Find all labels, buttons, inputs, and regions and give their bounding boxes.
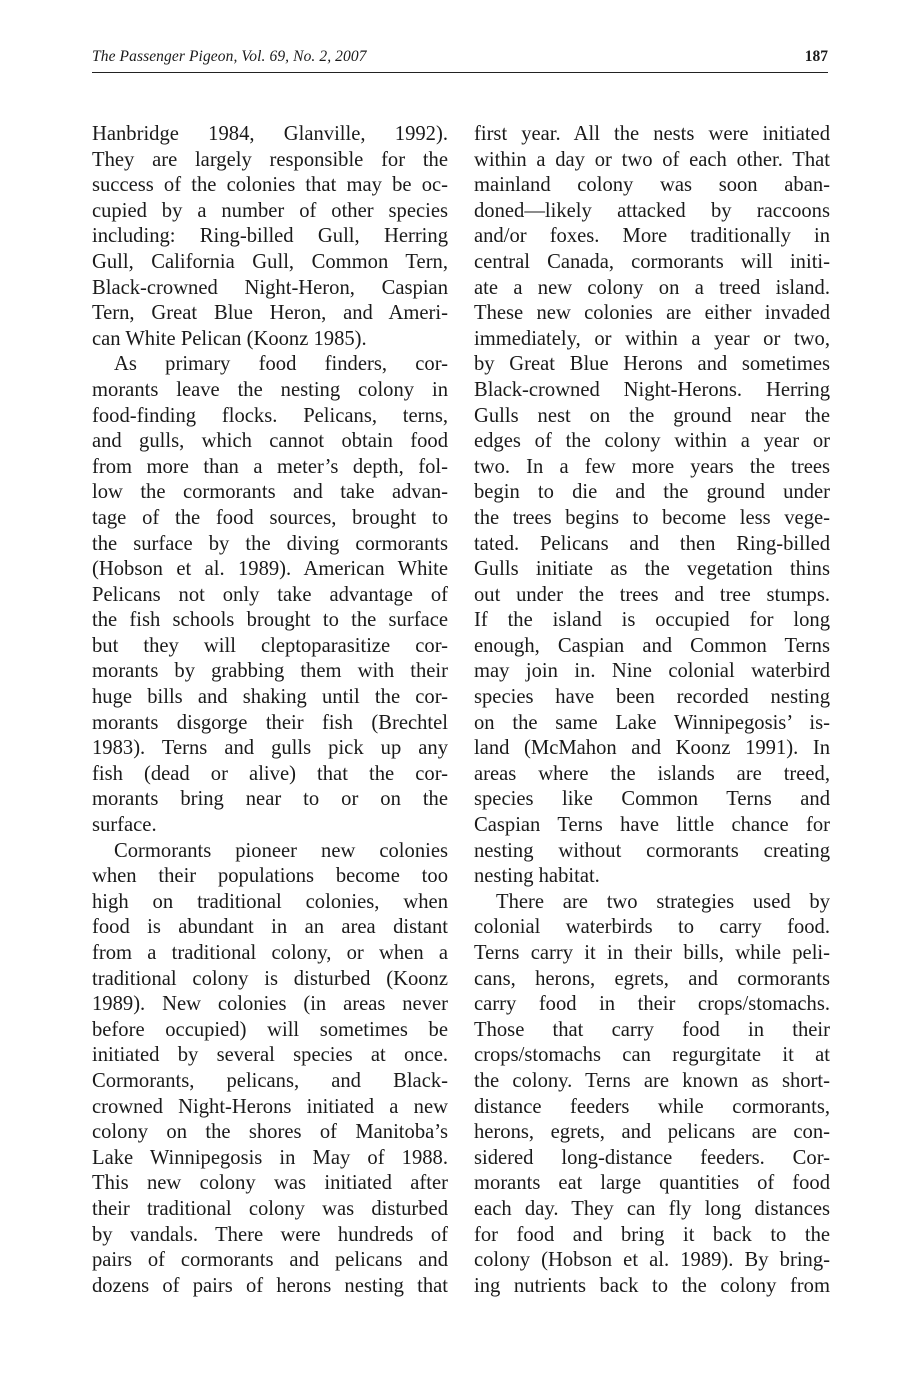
text-line: within a day or two of each other. That bbox=[474, 148, 830, 171]
text-line: 1989). New colonies (in areas never bbox=[92, 993, 448, 1016]
text-line: Lake Winnipegosis in May of 1988. bbox=[92, 1146, 448, 1169]
text-line: the colony. Terns are known as short- bbox=[474, 1069, 830, 1092]
text-line: can White Pelican (Koonz 1985). bbox=[92, 327, 367, 350]
left-text-column bbox=[92, 122, 448, 1299]
text-line: Cormorants pioneer new colonies bbox=[114, 839, 448, 862]
text-line: begin to die and the ground under bbox=[474, 481, 830, 504]
text-line: colony on the shores of Manitoba’s bbox=[92, 1121, 448, 1144]
text-line: morants by grabbing them with their bbox=[92, 660, 448, 683]
text-line: Caspian Terns have little chance for bbox=[474, 814, 830, 837]
text-line: the fish schools brought to the surface bbox=[92, 609, 448, 632]
text-line: tated. Pelicans and then Ring-billed bbox=[474, 532, 830, 555]
journal-citation: The Passenger Pigeon, Vol. 69, No. 2, 2007 bbox=[92, 48, 367, 65]
text-line: Hanbridge 1984, Glanville, 1992). bbox=[92, 123, 448, 145]
text-line: for food and bring it back to the bbox=[474, 1223, 830, 1246]
text-line: Terns carry it in their bills, while peli- bbox=[474, 942, 830, 964]
text-line: Tern, Great Blue Heron, and Ameri- bbox=[92, 302, 448, 325]
text-line: 1983). Terns and gulls pick up any bbox=[92, 737, 448, 760]
text-line: Gull, California Gull, Common Tern, bbox=[92, 250, 448, 273]
text-line: These new colonies are either invaded bbox=[474, 302, 830, 325]
text-line: fish (dead or alive) that the cor- bbox=[92, 762, 448, 785]
text-line: food-finding flocks. Pelicans, terns, bbox=[92, 404, 448, 427]
text-line: distance feeders while cormorants, bbox=[474, 1095, 830, 1118]
text-line: high on traditional colonies, when bbox=[92, 890, 448, 913]
text-line: colonial waterbirds to carry food. bbox=[474, 916, 830, 939]
text-line: their traditional colony was disturbed bbox=[92, 1197, 448, 1220]
text-line: Cormorants, pelicans, and Black- bbox=[92, 1069, 448, 1092]
text-line: land (McMahon and Koonz 1991). In bbox=[474, 737, 830, 760]
text-line: species like Common Terns and bbox=[474, 788, 830, 811]
text-line: Gulls initiate as the vegetation thins bbox=[474, 558, 830, 581]
text-line: from a traditional colony, or when a bbox=[92, 942, 448, 964]
text-line: crops/stomachs can regurgitate it at bbox=[474, 1044, 830, 1067]
text-line: dozens of pairs of herons nesting that bbox=[92, 1274, 448, 1297]
text-line: including: Ring-billed Gull, Herring bbox=[92, 225, 448, 248]
text-line: nesting habitat. bbox=[474, 865, 600, 888]
text-line: doned—likely attacked by raccoons bbox=[474, 199, 830, 222]
page-number: 187 bbox=[804, 48, 828, 65]
text-line: the surface by the diving cormorants bbox=[92, 532, 448, 555]
text-line: by Great Blue Herons and sometimes bbox=[474, 353, 830, 376]
text-line: Black-crowned Night-Heron, Caspian bbox=[92, 276, 448, 299]
text-line: from more than a meter’s depth, fol- bbox=[92, 455, 448, 478]
text-line: morants eat large quantities of food bbox=[474, 1172, 830, 1195]
text-line: two. In a few more years the trees bbox=[474, 455, 830, 478]
text-line: initiated by several species at once. bbox=[92, 1044, 448, 1067]
text-line: They are largely responsible for the bbox=[92, 148, 448, 171]
text-line: Those that carry food in their bbox=[474, 1018, 830, 1041]
running-head bbox=[92, 46, 828, 73]
text-line: morants disgorge their fish (Brechtel bbox=[92, 711, 448, 734]
text-line: There are two strategies used by bbox=[496, 890, 830, 913]
text-line: This new colony was initiated after bbox=[92, 1172, 448, 1195]
text-line: on the same Lake Winnipegosis’ is- bbox=[474, 711, 830, 734]
text-line: may join in. Nine colonial waterbird bbox=[474, 660, 830, 683]
text-line: but they will cleptoparasitize cor- bbox=[92, 634, 448, 657]
text-line: ing nutrients back to the colony from bbox=[474, 1274, 830, 1297]
text-line: pairs of cormorants and pelicans and bbox=[92, 1249, 448, 1272]
text-line: morants leave the nesting colony in bbox=[92, 378, 448, 401]
text-line: colony (Hobson et al. 1989). By bring- bbox=[474, 1249, 830, 1272]
text-line: when their populations become too bbox=[92, 865, 448, 888]
text-line: areas where the islands are treed, bbox=[474, 762, 830, 785]
text-line: and gulls, which cannot obtain food bbox=[92, 430, 448, 453]
text-line: success of the colonies that may be oc- bbox=[92, 174, 448, 197]
text-line: food is abundant in an area distant bbox=[92, 916, 448, 939]
text-line: first year. All the nests were initiated bbox=[474, 123, 830, 145]
text-line: out under the trees and tree stumps. bbox=[474, 583, 830, 606]
text-line: surface. bbox=[92, 814, 157, 837]
text-line: crowned Night-Herons initiated a new bbox=[92, 1095, 448, 1118]
text-line: cupied by a number of other species bbox=[92, 199, 448, 222]
text-line: Black-crowned Night-Herons. Herring bbox=[474, 378, 830, 401]
text-line: herons, egrets, and pelicans are con- bbox=[474, 1121, 830, 1144]
text-line: If the island is occupied for long bbox=[474, 609, 830, 632]
text-line: carry food in their crops/stomachs. bbox=[474, 993, 830, 1016]
text-line: by vandals. There were hundreds of bbox=[92, 1223, 448, 1246]
text-line: Gulls nest on the ground near the bbox=[474, 404, 830, 427]
text-line: immediately, or within a year or two, bbox=[474, 327, 830, 350]
text-line: morants bring near to or on the bbox=[92, 788, 448, 811]
text-line: ate a new colony on a treed island. bbox=[474, 276, 830, 299]
text-line: central Canada, cormorants will initi- bbox=[474, 250, 830, 273]
text-line: cans, herons, egrets, and cormorants bbox=[474, 967, 830, 990]
text-line: mainland colony was soon aban- bbox=[474, 174, 830, 197]
text-line: nesting without cormorants creating bbox=[474, 839, 830, 862]
text-line: edges of the colony within a year or bbox=[474, 430, 830, 453]
right-text-column bbox=[474, 122, 830, 1299]
text-line: species have been recorded nesting bbox=[474, 686, 830, 709]
text-line: before occupied) will sometimes be bbox=[92, 1018, 448, 1041]
text-line: huge bills and shaking until the cor- bbox=[92, 686, 448, 709]
text-line: As primary food finders, cor- bbox=[114, 353, 448, 376]
text-line: each day. They can fly long distances bbox=[474, 1197, 830, 1220]
text-line: (Hobson et al. 1989). American White bbox=[92, 558, 448, 581]
text-line: and/or foxes. More traditionally in bbox=[474, 225, 830, 248]
text-line: the trees begins to become less vege- bbox=[474, 506, 830, 529]
text-line: sidered long-distance feeders. Cor- bbox=[474, 1146, 830, 1169]
text-line: low the cormorants and take advan- bbox=[92, 481, 448, 504]
text-line: tage of the food sources, brought to bbox=[92, 506, 448, 529]
text-line: Pelicans not only take advantage of bbox=[92, 583, 448, 606]
text-line: enough, Caspian and Common Terns bbox=[474, 634, 830, 657]
text-line: traditional colony is disturbed (Koonz bbox=[92, 967, 448, 990]
